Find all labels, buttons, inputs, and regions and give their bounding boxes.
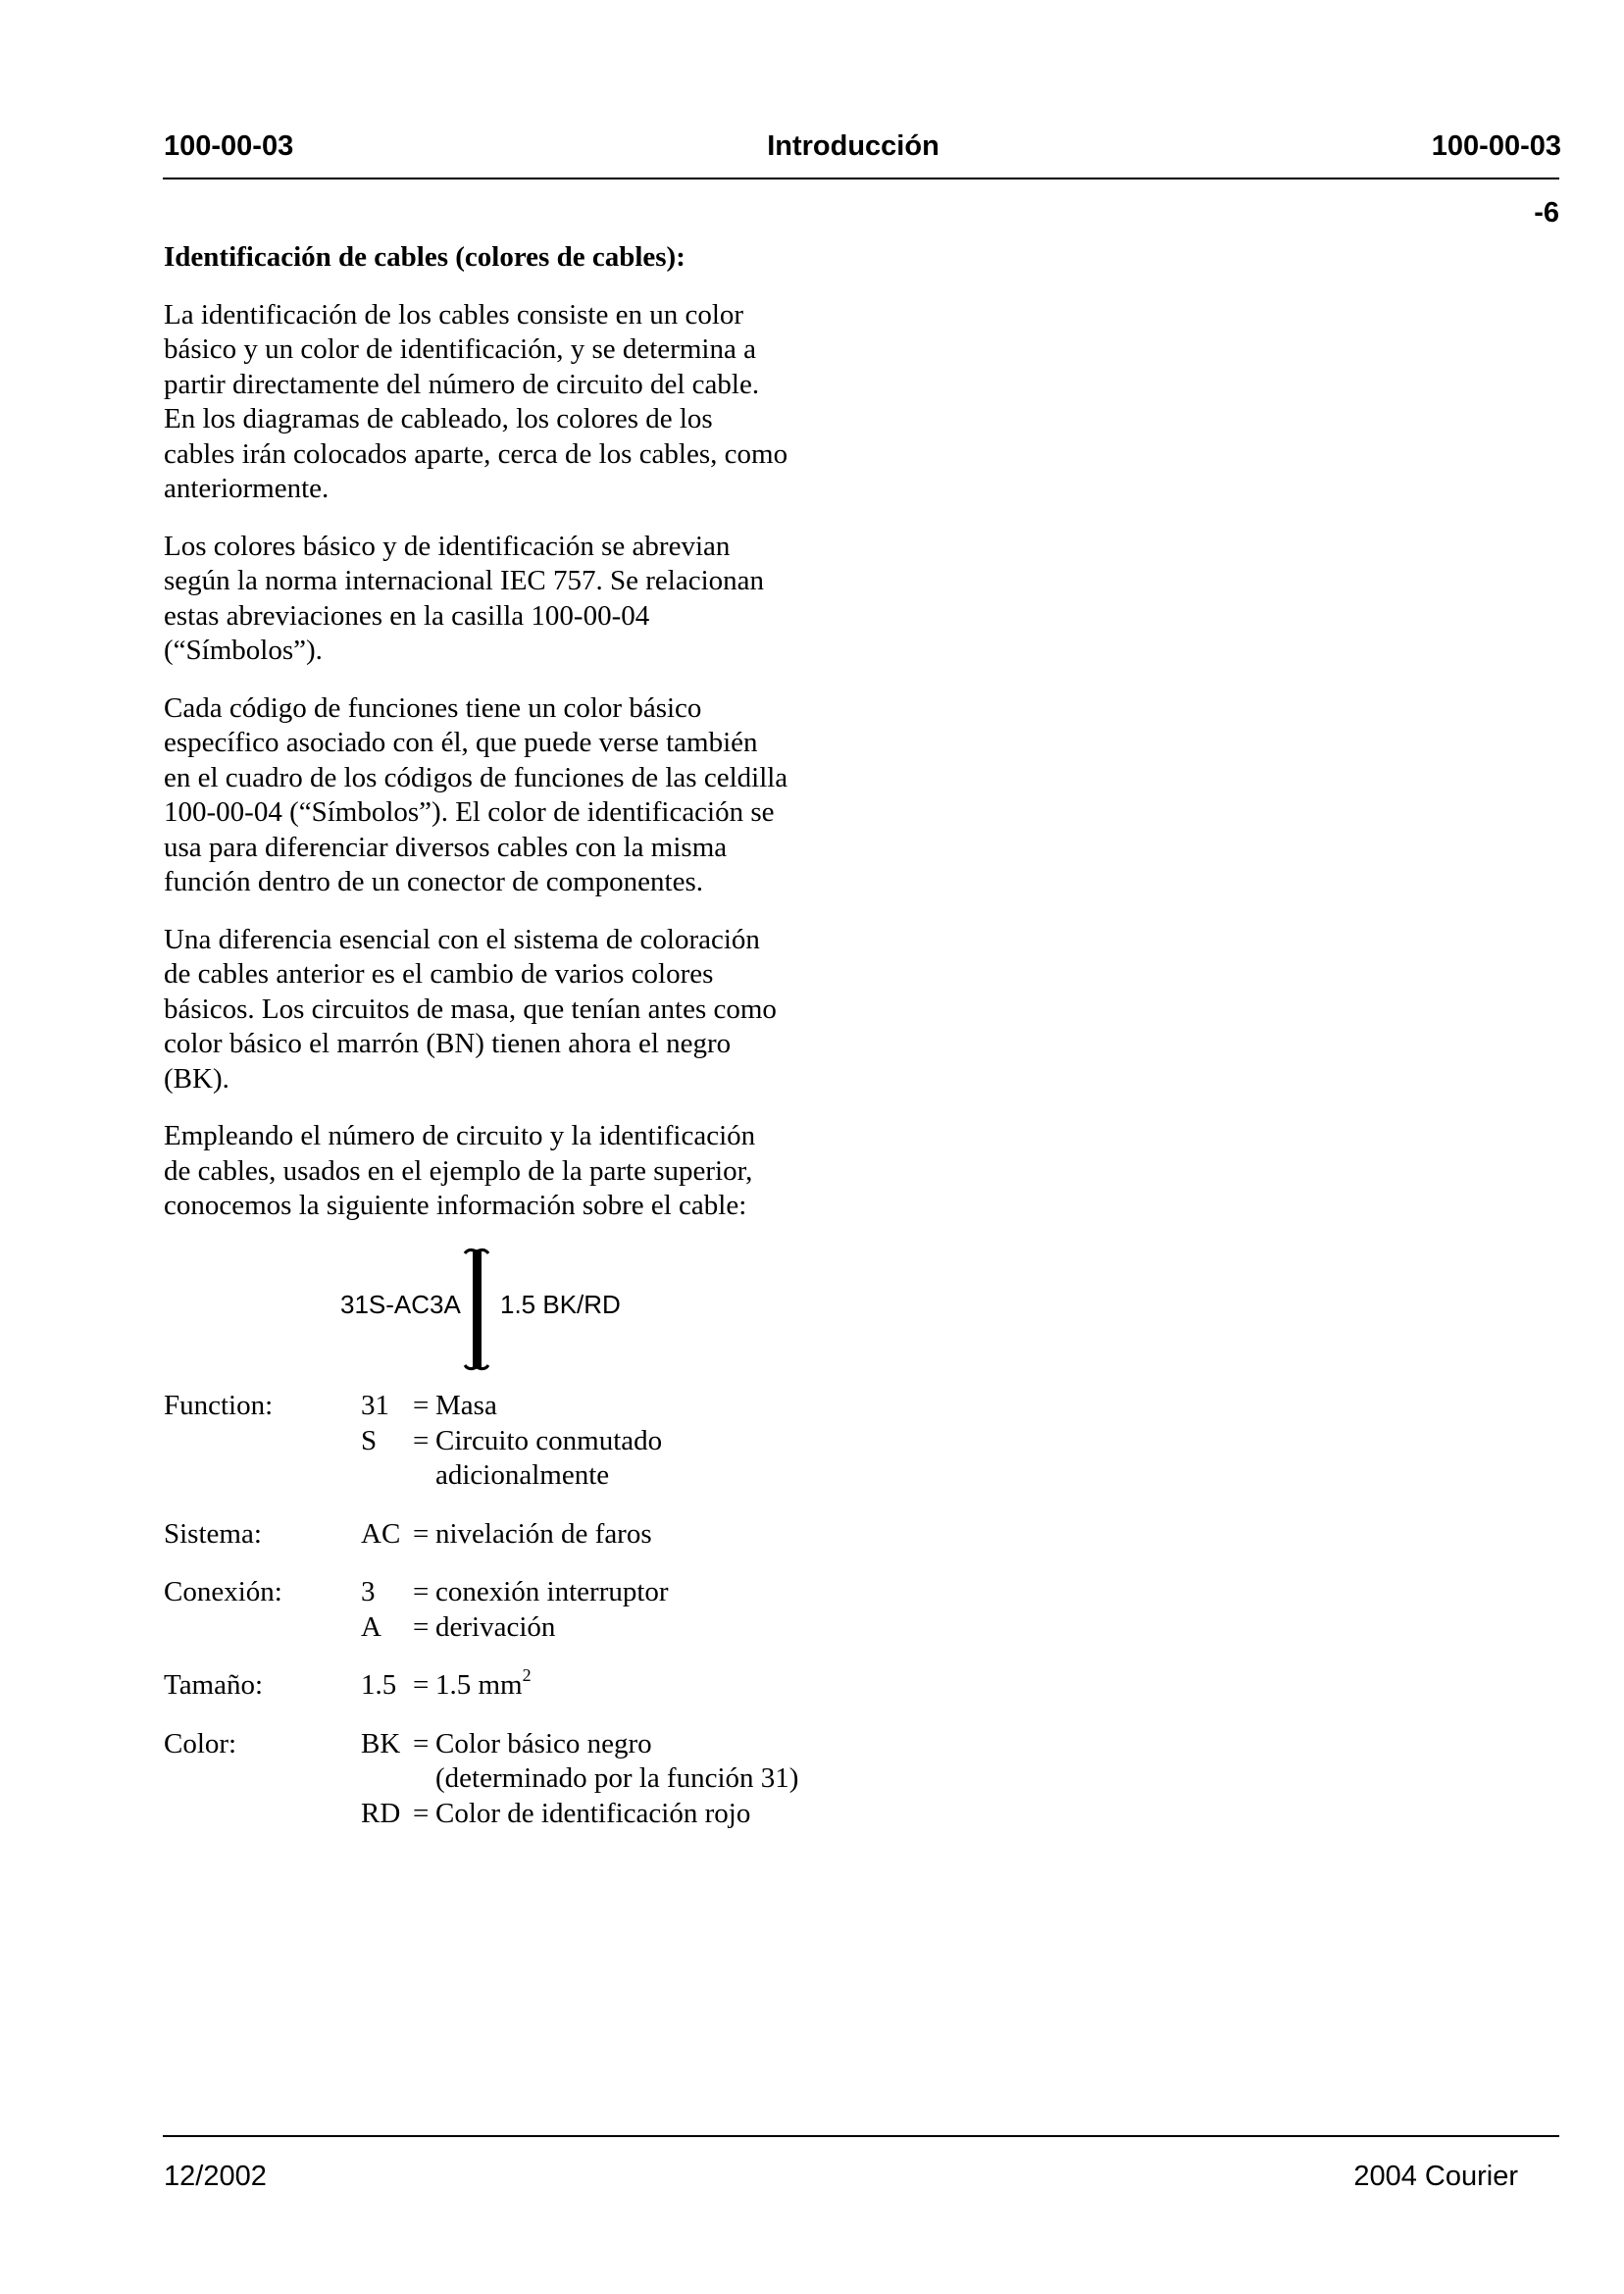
definition-row bbox=[164, 1610, 909, 1646]
footer-date: 12/2002 bbox=[164, 2161, 267, 2192]
paragraph-difference bbox=[164, 923, 850, 1097]
definition-system bbox=[164, 1517, 909, 1553]
definition-row bbox=[164, 1517, 909, 1553]
definition-code: S bbox=[361, 1424, 378, 1456]
definition-equals: = bbox=[413, 1390, 430, 1421]
wire-icon bbox=[459, 1246, 494, 1373]
paragraph-line: anteriormente. bbox=[164, 473, 330, 504]
definition-description: (determinado por la función 31) bbox=[435, 1762, 799, 1794]
definition-code: RD bbox=[361, 1797, 401, 1829]
definition-row bbox=[164, 1575, 909, 1610]
paragraph-line: según la norma internacional IEC 757. Se relacionan bbox=[164, 565, 765, 596]
header-rule bbox=[163, 178, 1559, 179]
definition-description bbox=[435, 1665, 532, 1704]
definition-description: derivación bbox=[435, 1610, 556, 1643]
paragraph-line: usa para diferenciar diversos cables con la misma bbox=[164, 831, 728, 863]
definition-equals: = bbox=[413, 1424, 430, 1456]
size-value: 1.5 mm bbox=[435, 1669, 523, 1701]
definition-label: Conexión: bbox=[164, 1576, 282, 1607]
paragraph-line: La identificación de los cables consiste en un color bbox=[164, 298, 744, 331]
definition-code: A bbox=[361, 1610, 381, 1643]
definition-description: Circuito conmutado bbox=[435, 1424, 663, 1456]
definition-size bbox=[164, 1665, 909, 1704]
paragraph-line: Los colores básico y de identificación se abrevian bbox=[164, 530, 731, 562]
section-title: Identificación de cables (colores de cables): bbox=[164, 241, 685, 273]
header-title: Introducción bbox=[767, 130, 939, 162]
header-right-code: 100-00-03 bbox=[1431, 130, 1561, 162]
paragraph-line: conocemos la siguiente información sobre el cable: bbox=[164, 1190, 747, 1221]
paragraph-line: función dentro de un conector de componentes. bbox=[164, 866, 704, 897]
definition-row bbox=[164, 1727, 909, 1762]
definition-equals: = bbox=[413, 1797, 430, 1829]
definition-description: conexión interruptor bbox=[435, 1576, 669, 1607]
definition-function bbox=[164, 1389, 909, 1494]
paragraph-line: (“Símbolos”). bbox=[164, 635, 323, 666]
paragraph-line: en el cuadro de los códigos de funciones de las celdilla bbox=[164, 761, 788, 793]
paragraph-line: Una diferencia esencial con el sistema de coloración bbox=[164, 923, 760, 955]
definition-equals: = bbox=[413, 1669, 430, 1701]
paragraph-intro bbox=[164, 298, 850, 507]
footer-rule bbox=[163, 2135, 1559, 2137]
definition-row bbox=[164, 1761, 909, 1797]
definition-description: adicionalmente bbox=[435, 1459, 610, 1491]
paragraph-line: (BK). bbox=[164, 1062, 229, 1095]
definition-code: 31 bbox=[361, 1390, 389, 1421]
definition-label: Sistema: bbox=[164, 1517, 262, 1550]
definition-label: Color: bbox=[164, 1727, 237, 1759]
definition-code: AC bbox=[361, 1517, 401, 1550]
definition-code: 3 bbox=[361, 1576, 376, 1607]
definition-equals: = bbox=[413, 1727, 430, 1759]
definition-row bbox=[164, 1389, 909, 1424]
definition-code: 1.5 bbox=[361, 1669, 397, 1701]
definition-equals: = bbox=[413, 1576, 430, 1607]
definition-code: BK bbox=[361, 1727, 401, 1759]
paragraph-line: de cables, usados en el ejemplo de la parte superior, bbox=[164, 1154, 753, 1187]
page-number: -6 bbox=[1534, 197, 1559, 229]
paragraph-line: En los diagramas de cableado, los colores de los bbox=[164, 403, 713, 434]
definitions-list bbox=[164, 1389, 909, 1855]
paragraph-line: específico asociado con él, que puede verse también bbox=[164, 727, 758, 758]
paragraph-line: estas abreviaciones en la casilla 100-00-04 bbox=[164, 599, 650, 632]
definition-equals: = bbox=[413, 1517, 430, 1550]
definition-row bbox=[164, 1797, 909, 1832]
header-left-code: 100-00-03 bbox=[164, 130, 294, 162]
definition-label: Function: bbox=[164, 1390, 274, 1421]
paragraph-line: de cables anterior es el cambio de varios colores bbox=[164, 958, 714, 990]
definition-label: Tamaño: bbox=[164, 1669, 264, 1701]
definition-equals: = bbox=[413, 1610, 430, 1643]
definition-description: Color básico negro bbox=[435, 1727, 652, 1759]
definition-color bbox=[164, 1727, 909, 1832]
paragraph-line: partir directamente del número de circuito del cable. bbox=[164, 368, 760, 400]
paragraph-example bbox=[164, 1119, 850, 1224]
paragraph-line: cables irán colocados aparte, cerca de los cables, como bbox=[164, 437, 788, 470]
definition-description: Masa bbox=[435, 1390, 497, 1421]
wire-diagram bbox=[333, 1246, 686, 1373]
paragraph-line: 100-00-04 (“Símbolos”). El color de identificación se bbox=[164, 796, 775, 828]
paragraph-line: básicos. Los circuitos de masa, que tenían antes como bbox=[164, 993, 777, 1025]
paragraph-line: básico y un color de identificación, y se determina a bbox=[164, 333, 756, 365]
superscript: 2 bbox=[522, 1665, 532, 1686]
wire-color-label: 1.5 BK/RD bbox=[500, 1290, 621, 1319]
definition-description: Color de identificación rojo bbox=[435, 1797, 751, 1829]
paragraph-line: Cada código de funciones tiene un color básico bbox=[164, 691, 702, 724]
circuit-number-label: 31S-AC3A bbox=[340, 1290, 461, 1319]
main-content bbox=[164, 240, 850, 1247]
definition-description: nivelación de faros bbox=[435, 1517, 652, 1550]
definition-row bbox=[164, 1458, 909, 1494]
paragraph-function-codes bbox=[164, 691, 850, 900]
paragraph-line: color básico el marrón (BN) tienen ahora el negro bbox=[164, 1028, 732, 1059]
definition-row bbox=[164, 1424, 909, 1459]
paragraph-line: Empleando el número de circuito y la identificación bbox=[164, 1120, 756, 1151]
footer-model: 2004 Courier bbox=[1353, 2161, 1518, 2192]
paragraph-abbreviations bbox=[164, 530, 850, 669]
definition-connection bbox=[164, 1575, 909, 1645]
definition-row bbox=[164, 1665, 909, 1704]
